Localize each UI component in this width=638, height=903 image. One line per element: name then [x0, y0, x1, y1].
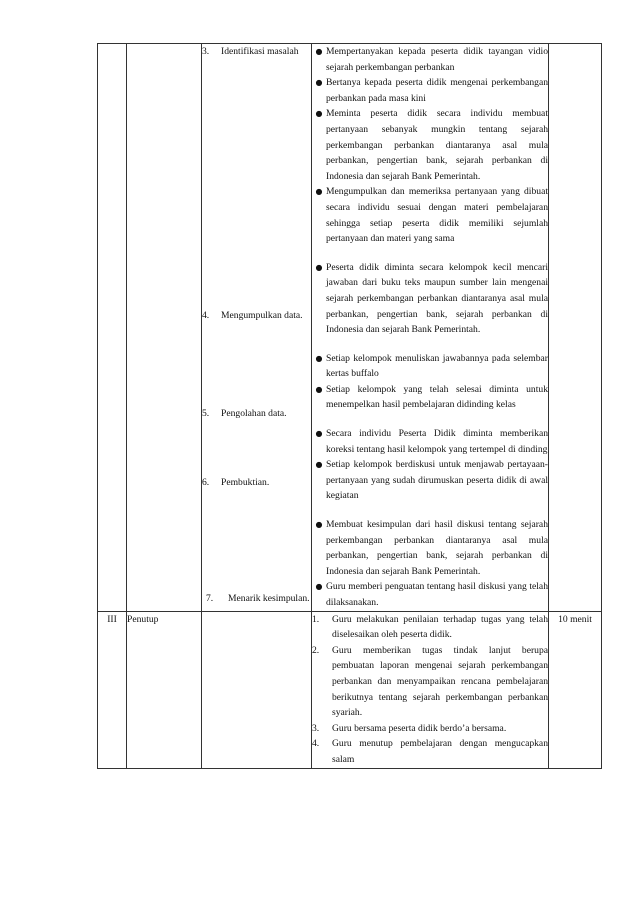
- step-3: [202, 44, 311, 294]
- step-label: Menarik kesimpulan.: [228, 593, 310, 604]
- duration-cell: [549, 44, 602, 612]
- closing-item: 4. Guru menutup pembelajaran dengan mengucapkan salam: [312, 738, 548, 765]
- step-label: Pengolahan data.: [221, 408, 287, 419]
- step-number: 3.: [202, 46, 210, 57]
- step-number: 6.: [202, 477, 210, 488]
- bullet-icon: ●: [315, 187, 323, 197]
- step-number: 4.: [202, 310, 210, 321]
- bullet-icon: ●: [315, 384, 323, 394]
- step-7: [202, 591, 311, 607]
- bullet-icon: ●: [315, 582, 323, 592]
- step-6: [202, 475, 311, 577]
- activity-item: ● Mengumpulkan dan memeriksa pertanyaan yang dibuat secara individu sesuai dengan materi pembelajaran sehingga setiap peserta didik memiliki sejumlah pertanyaan dan materi yang sama: [312, 184, 548, 246]
- activity-group-5: [312, 351, 548, 413]
- bullet-icon: ●: [315, 78, 323, 88]
- phase-name: Penutup: [127, 611, 202, 768]
- bullet-icon: ●: [315, 460, 323, 470]
- activity-item: ● Mempertanyakan kepada peserta didik tayangan vidio sejarah perkembangan perbankan: [312, 44, 548, 75]
- closing-item: 1. Guru melakukan penilaian terhadap tugas yang telah diselesaikan oleh peserta didik.: [312, 613, 548, 641]
- closing-activities-cell: [312, 611, 549, 768]
- activity-group-4: [312, 260, 548, 338]
- bullet-icon: ●: [315, 262, 323, 272]
- activity-group-3: [312, 44, 548, 247]
- bullet-icon: ●: [315, 109, 323, 119]
- step-label: Pembuktian.: [221, 477, 270, 488]
- activity-item: ● Guru memberi penguatan tentang hasil diskusi yang telah dilaksanakan.: [312, 579, 548, 610]
- activities-cell: [312, 44, 549, 612]
- closing-duration: 10 menit: [549, 611, 602, 768]
- activity-item: ● Setiap kelompok menuliskan jawabannya pada selembar kertas buffalo: [312, 351, 548, 382]
- phase-number-cell: [98, 44, 127, 612]
- activity-group-7: [312, 517, 548, 611]
- closing-row: [98, 611, 602, 768]
- activity-item: ● Bertanya kepada peserta didik mengenai perkembangan perbankan pada masa kini: [312, 75, 548, 106]
- bullet-icon: ●: [315, 429, 323, 439]
- activity-item: ● Setiap kelompok berdiskusi untuk menjawab pertayaan-pertanyaan yang sudah dirumuskan peserta didik di awal kegiatan: [312, 457, 548, 504]
- bullet-icon: ●: [315, 47, 323, 56]
- activity-item: ● Meminta peserta didik secara individu membuat pertanyaan sebanyak mungkin tentang sejarah perkembangan perbankan diantaranya asal mula perbankan, pengertian bank, sejarah perbankan di Indonesia dan sejarah Bank Pemerintah.: [312, 106, 548, 184]
- closing-steps-cell: [202, 611, 312, 768]
- lesson-plan-table: [97, 43, 602, 769]
- bullet-icon: ●: [315, 353, 323, 363]
- core-activity-row: [98, 44, 602, 612]
- activity-item: ● Peserta didik diminta secara kelompok kecil mencari jawaban dari buku teks maupun sumber lain mengenai sejarah perkembangan perbankan diantaranya asal mula perbankan, pengertian bank, sejarah perbankan di Indonesia dan sejarah Bank Pemerintah.: [312, 260, 548, 338]
- step-number: 7.: [206, 593, 214, 604]
- activity-item: ● Membuat kesimpulan dari hasil diskusi tentang sejarah perkembangan perbankan diantaranya asal mula perbankan, pengertian bank, sejarah perbankan di Indonesia dan sejarah Bank Pemerintah.: [312, 517, 548, 579]
- step-5: [202, 406, 311, 461]
- step-number: 5.: [202, 408, 210, 419]
- activity-item: ● Secara individu Peserta Didik diminta memberikan koreksi tentang hasil kelompok yang tertempel di dinding: [312, 426, 548, 457]
- step-4: [202, 308, 311, 392]
- phase-name-cell: [127, 44, 202, 612]
- phase-number: III: [98, 611, 127, 768]
- steps-cell: [202, 44, 312, 612]
- step-label: Mengumpulkan data.: [221, 310, 303, 321]
- activity-item: ● Setiap kelompok yang telah selesai diminta untuk menempelkan hasil pembelajaran didinding kelas: [312, 382, 548, 413]
- bullet-icon: ●: [315, 520, 323, 530]
- activity-group-6: [312, 426, 548, 504]
- closing-item: 2. Guru memberikan tugas tindak lanjut berupa pembuatan laporan mengenai sejarah perkembangan perbankan dan menyampaikan rencana pembelajaran berikutnya tentang sejarah perkembangan perbankan syariah.: [312, 644, 548, 719]
- step-label: Identifikasi masalah: [221, 46, 299, 57]
- closing-item: 3. Guru bersama peserta didik berdo’a bersama.: [312, 722, 507, 734]
